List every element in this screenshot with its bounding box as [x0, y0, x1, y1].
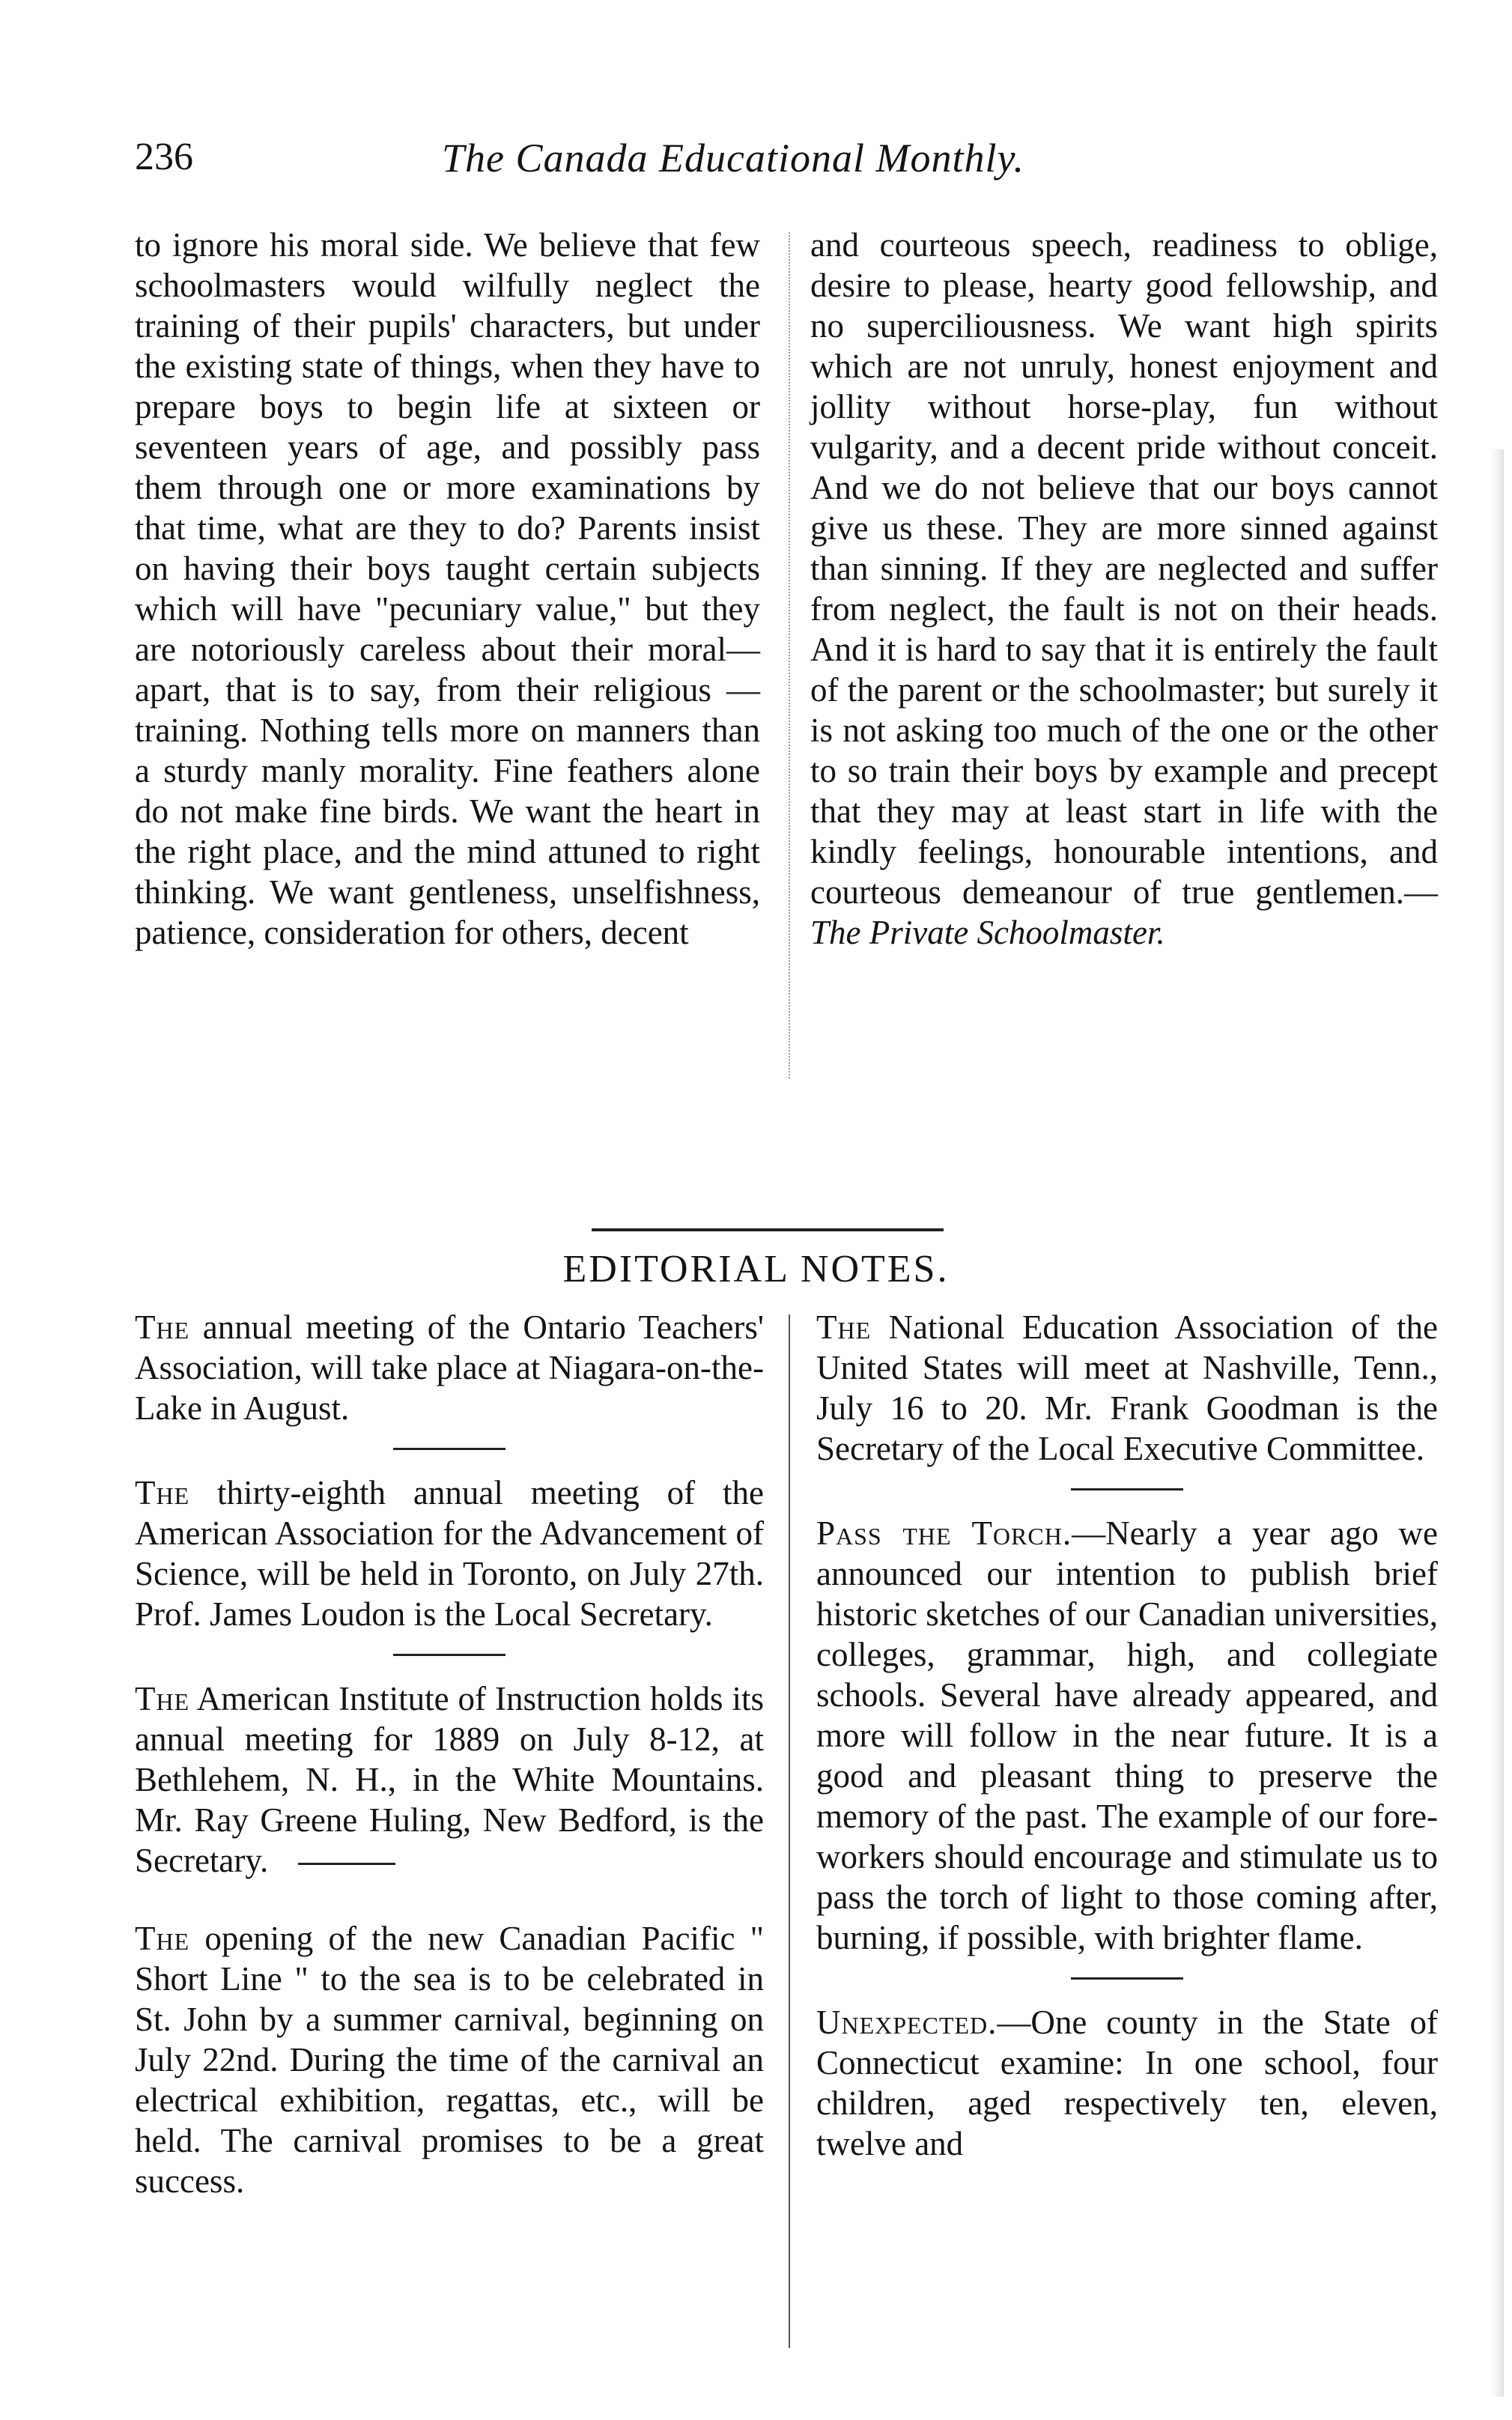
- note-text: American Institute of Instruction holds its annual meeting for 1889 on July 8-12, at Bethlehem, N. H., in the White Mountains. Mr. Ray Greene Huling, New Bedford, is the Secretary.: [135, 1680, 764, 1879]
- note-divider: [298, 1863, 395, 1865]
- page-edge-shadow: [1490, 449, 1504, 2397]
- section-heading: EDITORIAL NOTES.: [562, 1248, 950, 1291]
- running-title: The Canada Educational Monthly.: [442, 136, 1024, 181]
- note-text: opening of the new Canadian Pacific " Short Line " to the sea is to be celebrated in St. John by a summer carnival, beginning on July 22nd. During the time of the carnival an electrical exhibition, regattas, etc., will be held. The carnival promises to be a great success.: [135, 1920, 764, 2200]
- note-lead: The: [135, 1680, 190, 1717]
- note-lead: The: [816, 1308, 872, 1346]
- page-number: 236: [135, 136, 193, 178]
- note-lead: Unexpected.: [816, 2004, 998, 2041]
- editorial-note: [135, 1307, 764, 1428]
- column-divider: [789, 1314, 790, 2348]
- page-header: [135, 135, 1438, 195]
- note-text: annual meeting of the Ontario Teachers' Association, will take place at Niagara-on-the-Lake in August.: [135, 1308, 764, 1427]
- note-divider: [393, 1448, 505, 1450]
- note-text: thirty-eighth annual meeting of the American Association for the Advancement of Science, will be held in Toronto, on July 27th. Prof. James Loudon is the Local Secretary.: [135, 1474, 764, 1633]
- editorial-note: [135, 1918, 764, 2201]
- article-text-right-body: and courteous speech, readiness to oblige, desire to please, hearty good fellowship, and no superciliousness. We want high spirits which are not unruly, honest enjoyment and jollity without horse-play, fun without vulgarity, and a decent pride without conceit. And we do not believe that our boys cannot give us these. They are more sinned against than sinning. If they are neglected and suffer from neglect, the fault is not on their heads. And it is hard to say that it is entirely the fault of the parent or the schoolmaster; but surely it is not asking too much of the one or the other to so train their boys by example and precept that they may at least start in life with the kindly feelings, honourable intentions, and courteous demeanour of true gentlemen.—: [810, 226, 1438, 911]
- article-text-left: to ignore his moral side. We believe that few schoolmasters would wilfully neglect the training of their pupils' characters, but under the existing state of things, when they have to prepare boys to begin life at sixteen or seventeen years of age, and possibly pass them through one or more examinations by that time, what are they to do? Parents insist on having their boys taught certain subjects which will have "pecuniary value," but they are notoriously careless about their moral—apart, that is to say, from their religious — training. Nothing tells more on manners than a sturdy manly morality. Fine feathers alone do not make fine birds. We want the heart in the right place, and the mind attuned to right thinking. We want gentleness, unselfishness, patience, consideration for others, decent: [135, 226, 760, 951]
- note-lead: The: [135, 1920, 190, 1957]
- note-divider: [1071, 1977, 1183, 1980]
- note-lead: The: [135, 1308, 190, 1346]
- note-lead: The: [135, 1474, 190, 1511]
- continued-article-left-column: [135, 225, 760, 953]
- note-text: —Nearly a year ago we announced our intention to publish brief historic sketches of our Canadian universities, colleges, grammar, high, and collegiate schools. Several have already appeared, and more will follow in the near future. It is a good and pleasant thing to preserve the memory of the past. The example of our fore-workers should encourage and stimulate us to pass the torch of light to those coming after, burning, if possible, with brighter flame.: [816, 1514, 1439, 1956]
- editorial-note: [816, 1513, 1438, 1958]
- note-divider: [1071, 1488, 1183, 1490]
- column-divider-top: [789, 232, 790, 1079]
- section-separator-rule: [592, 1228, 944, 1231]
- editorial-notes-left-column: [135, 1307, 764, 2201]
- article-source: The Private Schoolmaster.: [810, 914, 1165, 951]
- note-text: —One county in the State of Connecticut examine: In one school, four children, aged respectively ten, eleven, twelve and: [816, 2004, 1438, 2162]
- editorial-note: [135, 1678, 764, 1881]
- editorial-note: [135, 1473, 764, 1634]
- editorial-note: [816, 1307, 1438, 1469]
- note-divider: [393, 1654, 505, 1656]
- article-text-right: [810, 225, 1438, 953]
- editorial-note: [816, 2002, 1438, 2164]
- continued-article-right-column: [810, 225, 1438, 953]
- note-lead: Pass the Torch.: [816, 1514, 1072, 1552]
- editorial-notes-right-column: [816, 1307, 1438, 2164]
- note-text: National Education Association of the United States will meet at Nashville, Tenn., July 16 to 20. Mr. Frank Goodman is the Secretary of the Local Executive Committee.: [816, 1308, 1438, 1467]
